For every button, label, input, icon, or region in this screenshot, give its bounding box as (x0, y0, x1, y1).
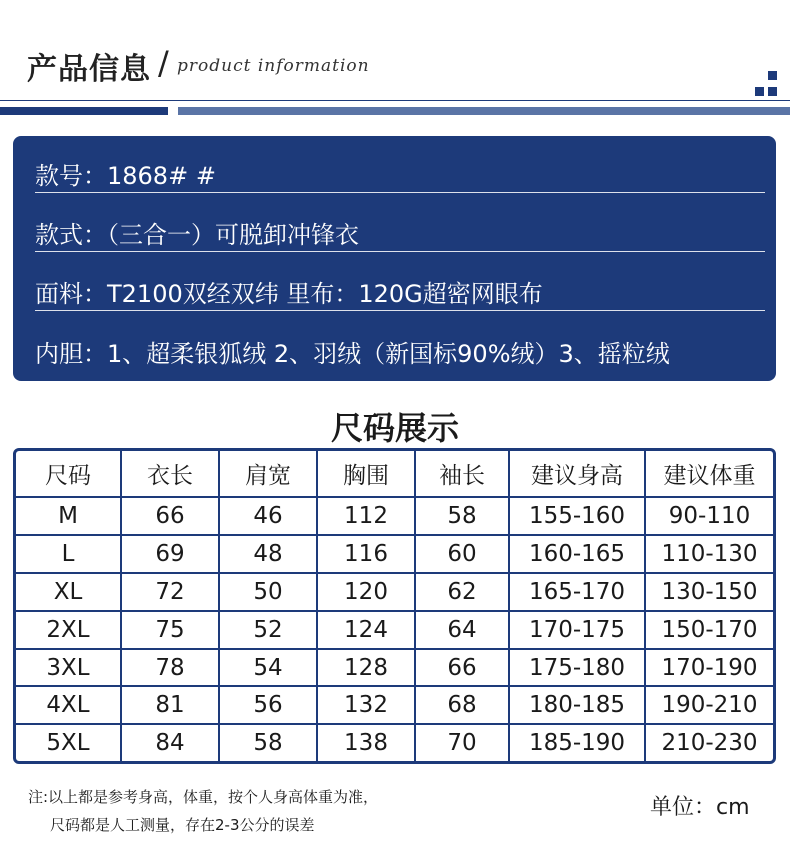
table-cell: 5XL (16, 724, 121, 761)
table-cell: 190-210 (645, 686, 773, 724)
info-divider (35, 251, 765, 252)
info-divider (35, 310, 765, 311)
table-cell: 70 (415, 724, 509, 761)
table-cell: 116 (317, 535, 415, 573)
table-cell: 48 (219, 535, 317, 573)
table-cell: 72 (121, 573, 219, 611)
table-cell: 150-170 (645, 611, 773, 649)
table-cell: 2XL (16, 611, 121, 649)
product-info-panel (13, 136, 776, 381)
table-row (16, 573, 773, 611)
table-header-row (16, 451, 773, 497)
table-cell: 84 (121, 724, 219, 761)
table-cell: 155-160 (509, 497, 645, 535)
table-cell: 52 (219, 611, 317, 649)
table-row (16, 535, 773, 573)
table-cell: 66 (415, 649, 509, 687)
table-cell: 128 (317, 649, 415, 687)
table-cell: 124 (317, 611, 415, 649)
table-cell: 46 (219, 497, 317, 535)
header-accent-bar-dark (0, 107, 168, 115)
info-fabric: 面料：T2100双经双纬 里布：120G超密网眼布 (35, 280, 543, 308)
table-header-cell: 尺码 (16, 451, 121, 497)
squares-decoration-icon (752, 71, 784, 98)
info-divider (35, 192, 765, 193)
unit-label: 单位：cm (650, 795, 750, 820)
table-cell: 90-110 (645, 497, 773, 535)
table-cell: 69 (121, 535, 219, 573)
table-cell: 170-175 (509, 611, 645, 649)
table-header-cell: 肩宽 (219, 451, 317, 497)
header-accent-bar-light (178, 107, 790, 115)
table-cell: L (16, 535, 121, 573)
table-cell: 165-170 (509, 573, 645, 611)
info-inner-lining: 内胆：1、超柔银狐绒 2、羽绒（新国标90%绒）3、摇粒绒 (35, 340, 670, 368)
table-cell: 75 (121, 611, 219, 649)
table-cell: 68 (415, 686, 509, 724)
info-style-type: 款式：（三合一）可脱卸冲锋衣 (35, 221, 359, 249)
size-table (13, 448, 776, 764)
table-cell: 58 (219, 724, 317, 761)
table-header-cell: 袖长 (415, 451, 509, 497)
table-cell: 4XL (16, 686, 121, 724)
table-header-cell: 建议体重 (645, 451, 773, 497)
table-cell: 180-185 (509, 686, 645, 724)
table-cell: 66 (121, 497, 219, 535)
table-cell: 132 (317, 686, 415, 724)
table-header-cell: 胸围 (317, 451, 415, 497)
page-title: 产品信息 (27, 52, 151, 87)
table-cell: 78 (121, 649, 219, 687)
page-subtitle-script: product information (177, 56, 370, 76)
table-cell: 58 (415, 497, 509, 535)
measurement-note-line1: 注:以上都是参考身高，体重，按个人身高体重为准， (28, 788, 379, 806)
table-row (16, 649, 773, 687)
table-cell: XL (16, 573, 121, 611)
table-cell: 175-180 (509, 649, 645, 687)
table-cell: 64 (415, 611, 509, 649)
header-rule (0, 100, 790, 101)
table-cell: 130-150 (645, 573, 773, 611)
table-cell: 81 (121, 686, 219, 724)
table-cell: 3XL (16, 649, 121, 687)
table-cell: 210-230 (645, 724, 773, 761)
table-row (16, 497, 773, 535)
title-divider-slash: / (158, 44, 169, 82)
table-cell: 160-165 (509, 535, 645, 573)
info-style-number: 款号：1868# # (35, 162, 216, 190)
measurement-note-line2: 尺码都是人工测量，存在2-3公分的误差 (50, 816, 315, 834)
table-cell: 138 (317, 724, 415, 761)
table-header-cell: 建议身高 (509, 451, 645, 497)
table-cell: 110-130 (645, 535, 773, 573)
table-row (16, 686, 773, 724)
table-cell: 62 (415, 573, 509, 611)
table-cell: 120 (317, 573, 415, 611)
table-header-cell: 衣长 (121, 451, 219, 497)
table-cell: 50 (219, 573, 317, 611)
table-cell: M (16, 497, 121, 535)
table-row (16, 724, 773, 761)
table-cell: 56 (219, 686, 317, 724)
table-cell: 112 (317, 497, 415, 535)
size-table-title: 尺码展示 (330, 409, 459, 447)
table-row (16, 611, 773, 649)
table-cell: 170-190 (645, 649, 773, 687)
table-cell: 185-190 (509, 724, 645, 761)
table-cell: 54 (219, 649, 317, 687)
table-cell: 60 (415, 535, 509, 573)
